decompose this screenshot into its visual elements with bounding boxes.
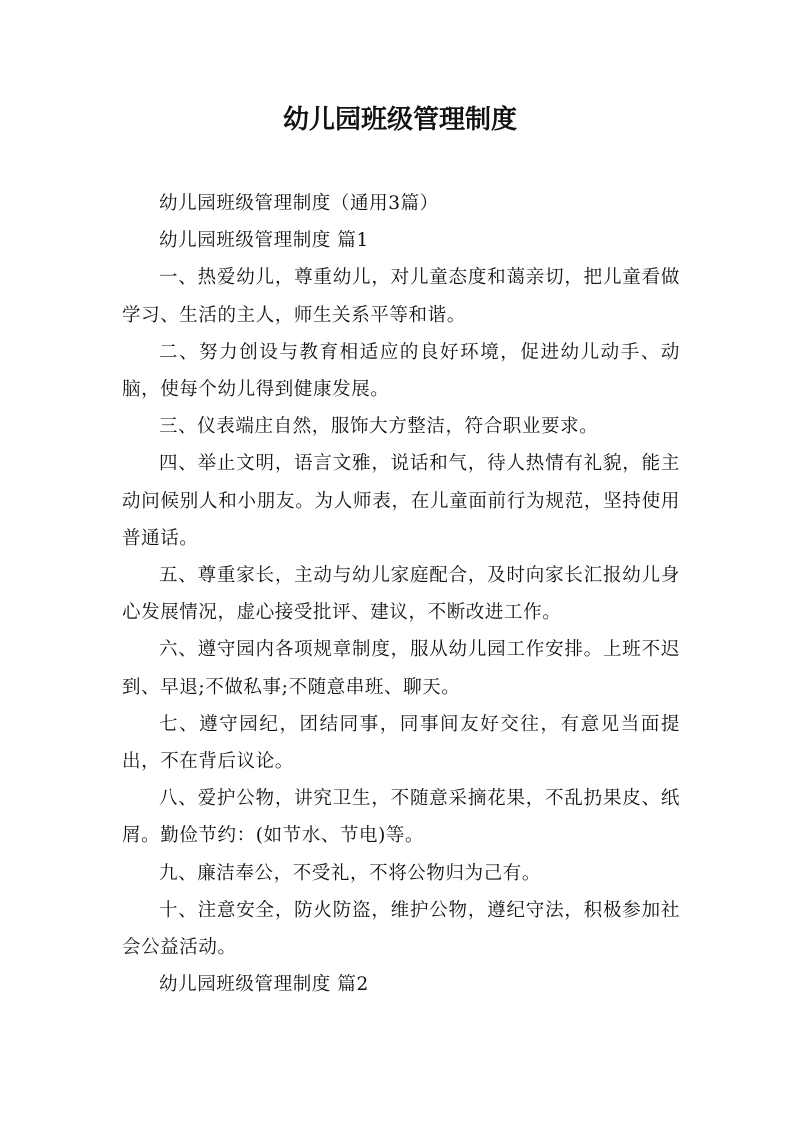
rule-item-5: 五、尊重家长，主动与幼儿家庭配合，及时向家长汇报幼儿身心发展情况，虚心接受批评、建议，不断改进工作。: [122, 565, 680, 624]
rule-item-2: 二、努力创设与教育相适应的良好环境，促进幼儿动手、动脑，使每个幼儿得到健康发展。: [122, 341, 680, 401]
subtitle-paragraph: 幼儿园班级管理制度（通用3篇）: [159, 193, 439, 214]
document-title: 幼儿园班级管理制度: [282, 105, 517, 135]
rule-item-1: 一、热爱幼儿，尊重幼儿，对儿童态度和蔼亲切，把儿童看做学习、生活的主人，师生关系平等和谐。: [122, 267, 680, 326]
document-body: [122, 185, 680, 1003]
rule-item-10: 十、注意安全，防火防盗，维护公物，遵纪守法，积极参加社会公益活动。: [122, 899, 680, 959]
section-heading-part2: 幼儿园班级管理制度 篇2: [159, 974, 369, 996]
section-heading-part1: 幼儿园班级管理制度 篇1: [159, 230, 369, 252]
rule-item-3: 三、仪表端庄自然，服饰大方整洁，符合职业要求。: [159, 416, 599, 438]
rule-item-8: 八、爱护公物，讲究卫生，不随意采摘花果，不乱扔果皮、纸屑。勤俭节约：(如节水、节电)等。: [122, 788, 680, 847]
rule-item-4: 四、举止文明，语言文雅，说话和气，待人热情有礼貌，能主动问候别人和小朋友。为人师表，在儿童面前行为规范，坚持使用普通话。: [122, 453, 680, 549]
rule-item-6: 六、遵守园内各项规章制度，服从幼儿园工作安排。上班不迟到、早退;不做私事;不随意串班、聊天。: [122, 639, 680, 698]
rule-item-9: 九、廉洁奉公，不受礼，不将公物归为己有。: [159, 862, 542, 884]
rule-item-7: 七、遵守园纪，团结同事，同事间友好交往，有意见当面提出，不在背后议论。: [122, 713, 680, 773]
